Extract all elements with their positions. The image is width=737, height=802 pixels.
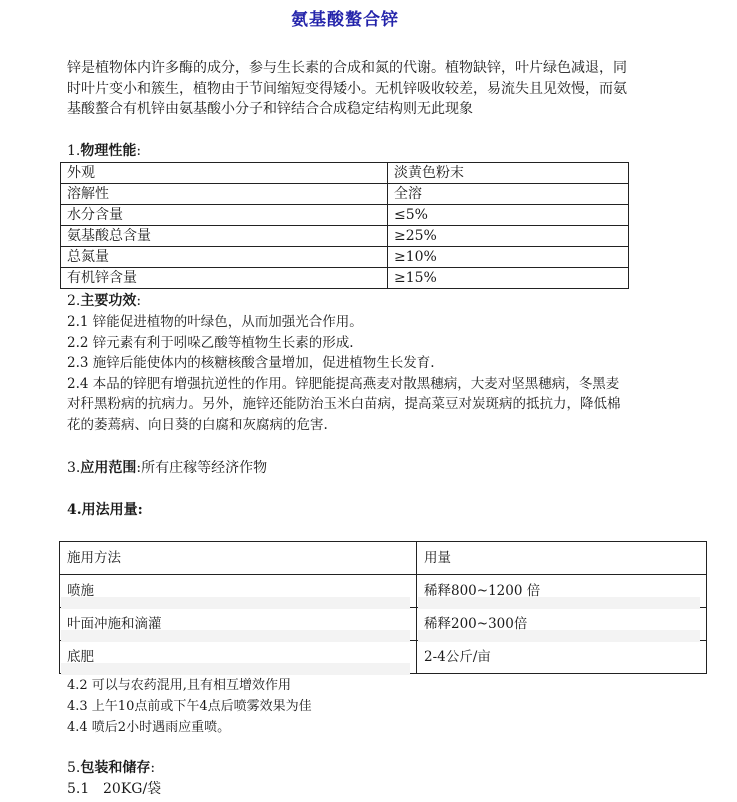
section-label: 包装和储存 bbox=[80, 760, 151, 776]
section-number: 3. bbox=[67, 460, 81, 476]
property-name: 氨基酸总含量 bbox=[61, 226, 388, 247]
packaging-item bbox=[67, 778, 161, 798]
section-suffix: : bbox=[136, 143, 142, 159]
usage-amount: 稀释200~300倍 bbox=[417, 608, 707, 641]
table-row bbox=[60, 608, 707, 641]
property-value: 全溶 bbox=[388, 184, 629, 205]
section-label: 物理性能 bbox=[80, 143, 137, 159]
table-row bbox=[61, 226, 629, 247]
usage-amount: 2-4公斤/亩 bbox=[417, 641, 707, 674]
table-row bbox=[61, 184, 629, 205]
section-scope-heading bbox=[67, 458, 267, 478]
table-row bbox=[61, 247, 629, 268]
table-row bbox=[60, 641, 707, 674]
section-label: 应用范围 bbox=[80, 460, 137, 476]
property-value: ≥10% bbox=[388, 247, 629, 268]
table-row bbox=[60, 575, 707, 608]
usage-method: 叶面冲施和滴灌 bbox=[60, 608, 417, 641]
table-row bbox=[61, 205, 629, 226]
section-label: 用法用量 bbox=[81, 502, 138, 518]
table-row bbox=[61, 163, 629, 184]
section-suffix: : bbox=[137, 502, 143, 518]
property-value: 淡黄色粉末 bbox=[388, 163, 629, 184]
column-header-amount: 用量 bbox=[417, 542, 707, 575]
list-item: 2.3 施锌后能使体内的核糖核酸含量增加，促进植物生长发育. bbox=[67, 355, 435, 371]
property-name: 水分含量 bbox=[61, 205, 388, 226]
property-value: ≤5% bbox=[388, 205, 629, 226]
effects-list bbox=[67, 312, 627, 435]
section-number: 4. bbox=[67, 502, 82, 518]
section-number: 1. bbox=[67, 143, 81, 159]
usage-amount: 稀释800~1200 倍 bbox=[417, 575, 707, 608]
table-header-row bbox=[60, 542, 707, 575]
intro-paragraph: 锌是植物体内许多酶的成分，参与生长素的合成和氮的代谢。植物缺锌，叶片绿色减退，同时叶片变小和簇生，植物由于节间缩短变得矮小。无机锌吸收较差，易流失且见效慢，而氨基酸螯合有机锌由氨基酸小分子和锌结合合成稳定结构则无此现象 bbox=[67, 60, 627, 117]
list-item: 2.2 锌元素有利于吲哚乙酸等植物生长素的形成. bbox=[67, 334, 354, 351]
column-header-method: 施用方法 bbox=[60, 542, 417, 575]
usage-notes bbox=[67, 675, 312, 738]
section-suffix: :所有庄稼等经济作物 bbox=[136, 460, 268, 476]
table-row bbox=[61, 268, 629, 289]
document-title: 氨基酸螯合锌 bbox=[291, 10, 399, 30]
section-suffix: : bbox=[136, 293, 142, 309]
section-physical-heading bbox=[67, 141, 141, 161]
property-name: 溶解性 bbox=[61, 184, 388, 205]
section-label: 主要功效 bbox=[80, 293, 137, 309]
section-effects-heading bbox=[67, 291, 141, 311]
section-number: 5. bbox=[67, 760, 81, 776]
physical-properties-table bbox=[60, 162, 629, 289]
note-item: 4.2 可以与农药混用,且有相互增效作用 bbox=[67, 678, 291, 693]
property-name: 外观 bbox=[61, 163, 388, 184]
property-value: ≥15% bbox=[388, 268, 629, 289]
section-usage-heading bbox=[67, 500, 143, 520]
note-item: 4.4 喷后2小时遇雨应重喷。 bbox=[67, 720, 231, 735]
section-suffix: : bbox=[150, 760, 156, 776]
section-number: 2. bbox=[67, 293, 81, 309]
section-packaging-heading bbox=[67, 758, 155, 778]
list-item: 2.1 锌能促进植物的叶绿色，从而加强光合作用。 bbox=[67, 314, 363, 330]
usage-method: 底肥 bbox=[60, 641, 417, 674]
packaging-value: 20KG/袋 bbox=[103, 781, 162, 797]
property-name: 总氮量 bbox=[61, 247, 388, 268]
property-name: 有机锌含量 bbox=[61, 268, 388, 289]
usage-method: 喷施 bbox=[60, 575, 417, 608]
note-item: 4.3 上午10点前或下午4点后喷雾效果为佳 bbox=[67, 699, 312, 714]
list-item: 2.4 本品的锌肥有增强抗逆性的作用。锌肥能提高燕麦对散黑穗病，大麦对坚黑穗病，冬黑麦对秆黑粉病的抗病力。另外，施锌还能防治玉米白苗病，提高菜豆对炭斑病的抵抗力，降低棉花的萎蔫病、向日葵的白腐和灰腐病的危害. bbox=[67, 375, 621, 433]
usage-table bbox=[59, 541, 707, 674]
packaging-number: 5.1 bbox=[67, 781, 90, 797]
property-value: ≥25% bbox=[388, 226, 629, 247]
